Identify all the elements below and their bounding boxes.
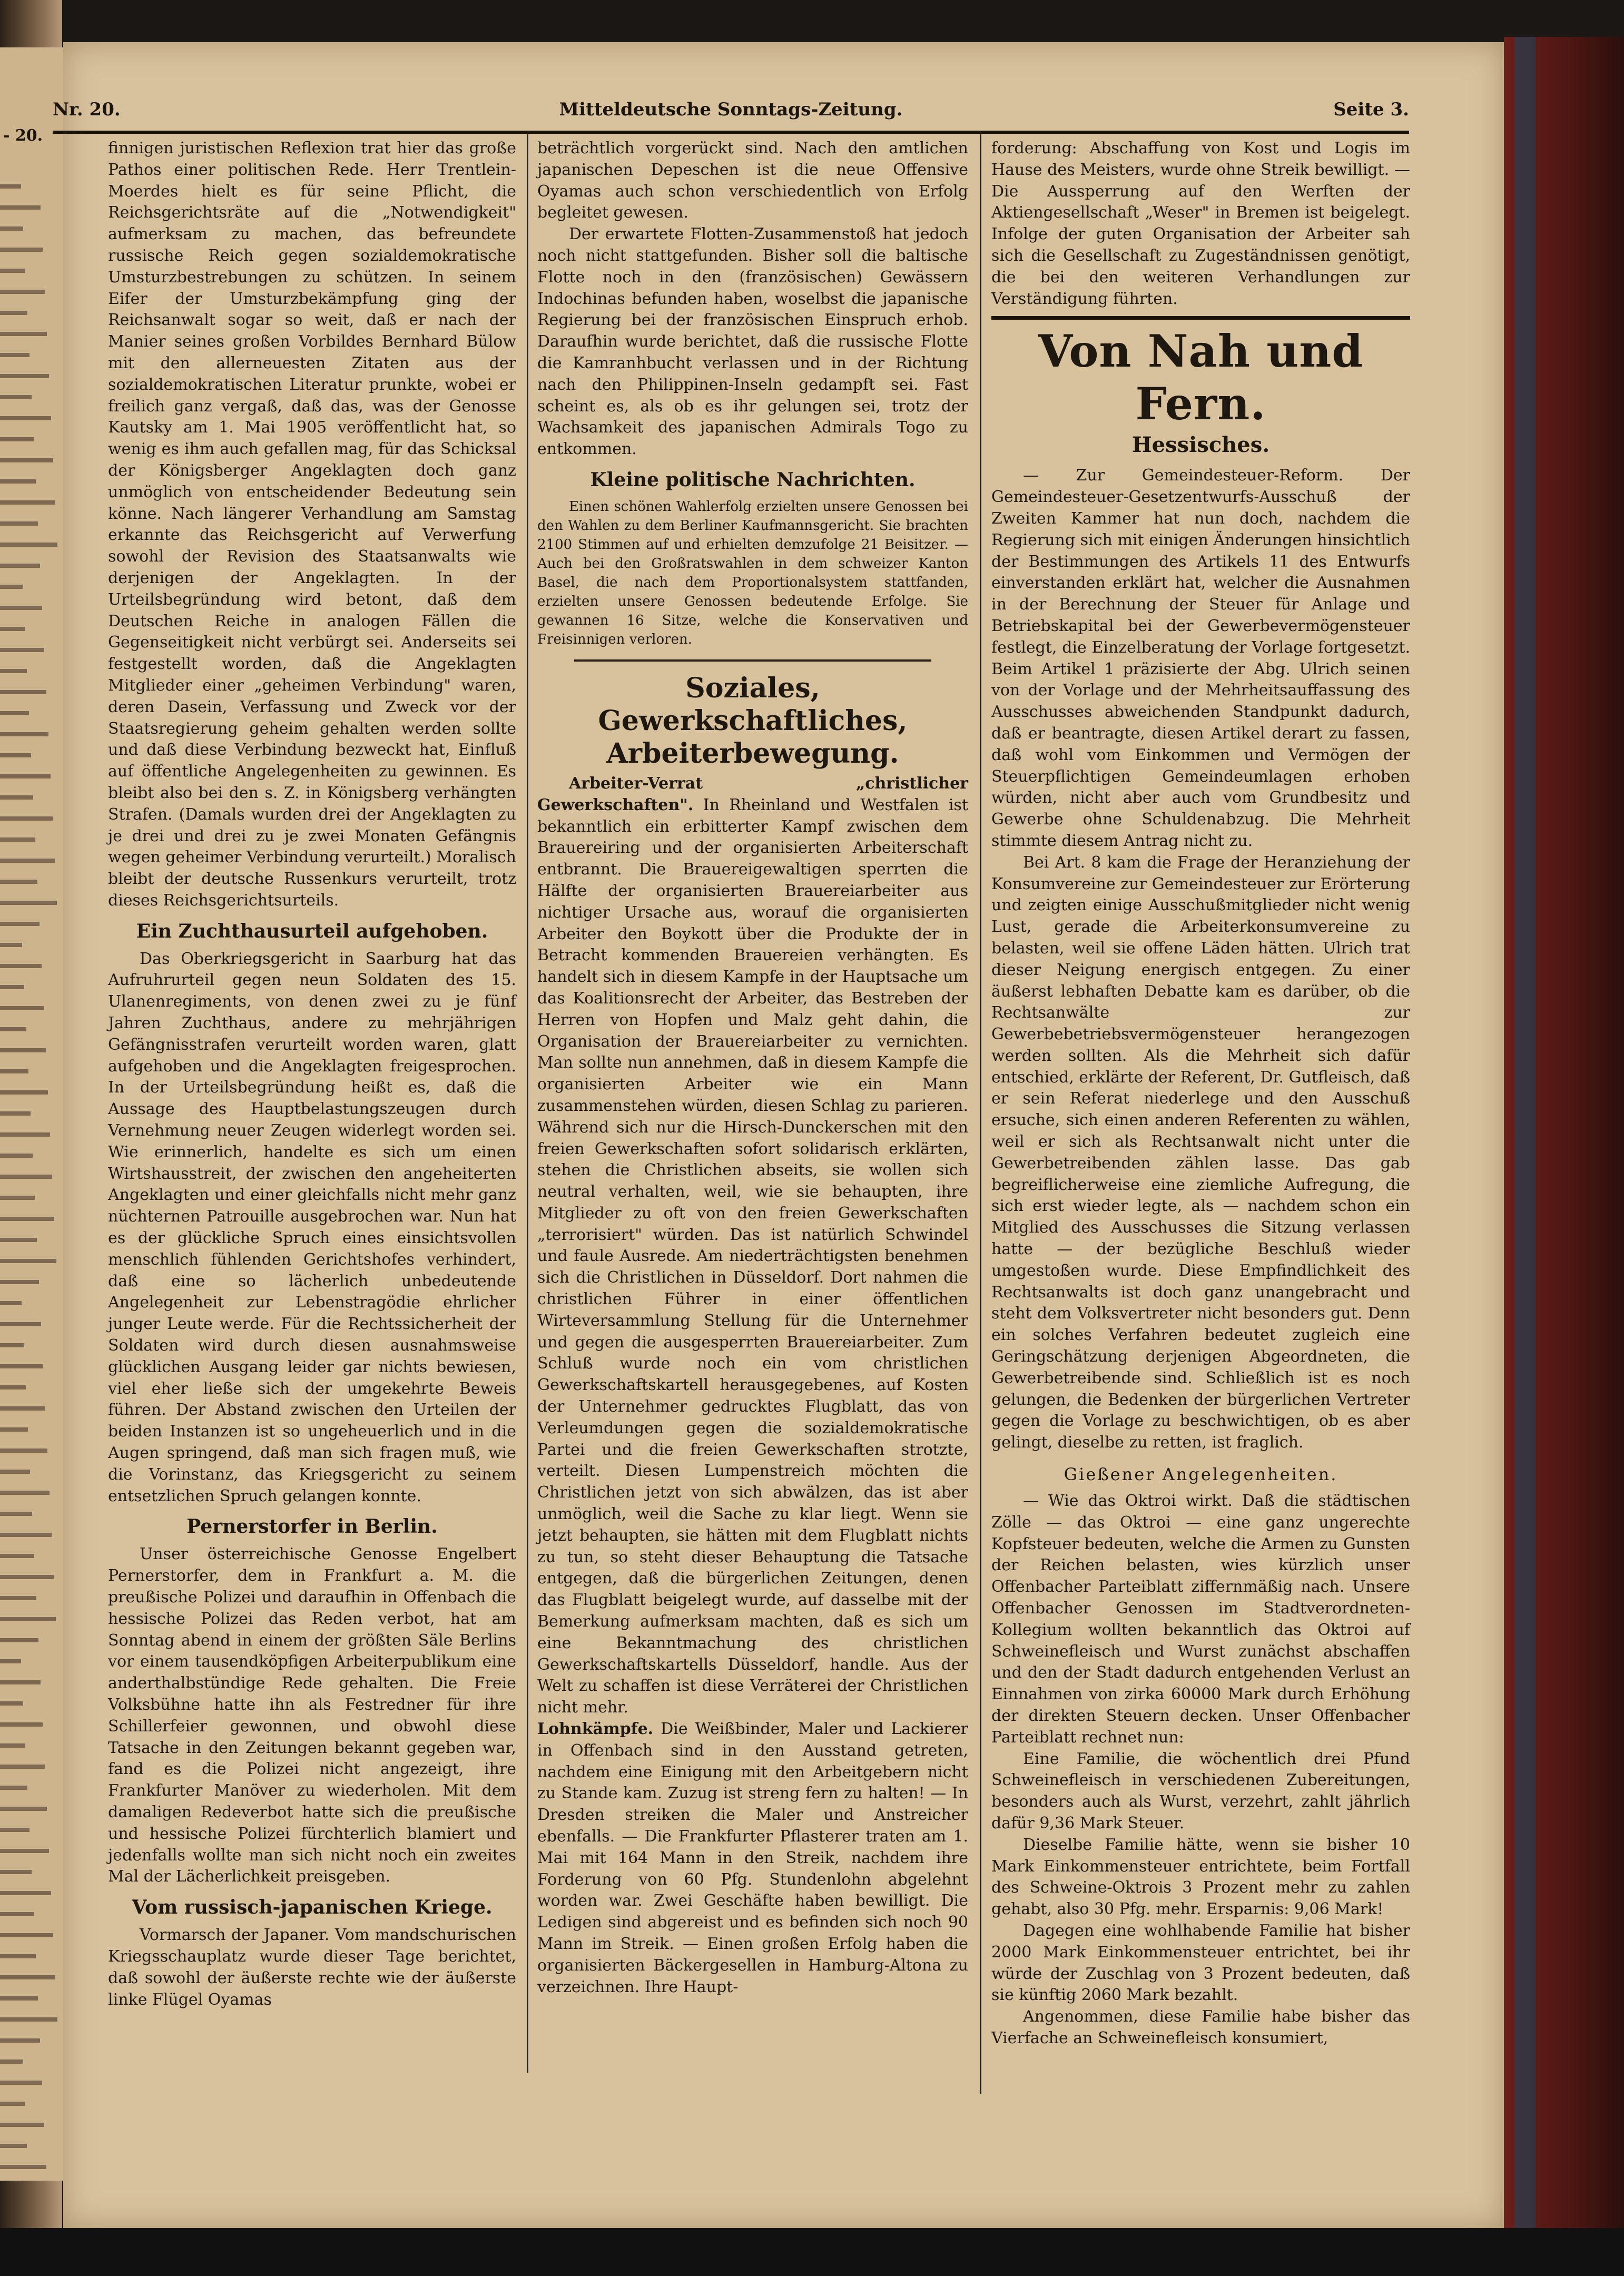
- section-separator: [574, 659, 931, 662]
- previous-page-text-line: [0, 374, 49, 378]
- previous-page-text-line: [0, 1512, 32, 1516]
- section-subheading: Hessisches.: [1131, 432, 1270, 458]
- previous-page-text-line: [0, 1828, 29, 1832]
- article-paragraph: beträchtlich vorgerückt sind. Nach den amtlichen japanischen Depeschen ist die neue Offensive Oyamas auch schon verschiedentlich von Erfolg begleitet gewesen.: [537, 139, 968, 222]
- article-paragraph: Die Weißbinder, Maler und Lackierer in Offenbach sind in den Ausstand getreten, nachdem eine Einigung mit den Arbeitgebern nicht zu Stande kam. Zuzug ist streng fern zu halten! — In Dresden streiken die Maler und Anstreicher ebenfalls. — Die Frankfurter Pflasterer traten am 1. Mai mit 164 Mann in den Streik, nachdem ihre Forderung von 60 Pfg. Stundenlohn abgelehnt worden war. Zwei Geschäfte haben bewilligt. Die Ledigen sind abgereist und es befinden sich noch 90 Mann im Streik. — Einen großen Erfolg haben die organisierten Bäckergesellen in Hamburg-Altona zu verzeichnen. Ihre Haupt-: [537, 1720, 968, 1996]
- article-lead: Arbeiter-Verrat „christlicher Gewerkschaften".: [537, 774, 968, 814]
- article-paragraph: Eine Familie, die wöchentlich drei Pfund Schweinefleisch in verschiedenen Zubereitungen, besonders auch als Wurst, verzehrt, zahlt jährlich dafür 9,36 Mark Steuer.: [991, 1749, 1410, 1832]
- column-rule-1: [527, 134, 528, 2073]
- article-paragraph: Bei Art. 8 kam die Frage der Heranziehung der Konsumvereine zur Gemeindesteuer zur Erörterung und zeigten einige Ausschußmitglieder nicht wenig Lust, gerade die Arbeiterkonsumvereine zu belasten, weil sie offene Läden hätten. Ulrich trat dieser Neigung energisch entgegen. Zu einer äußerst lebhaften Debatte kam es darüber, ob die Rechtsanwälte zur Gewerbebetriebsvermögensteuer herangezogen werden sollten. Als die Mehrheit sich dafür entschied, erklärte der Referent, Dr. Gutfleisch, daß er sein Referat niederlege und den Ausschuß ersuche, sich einen anderen Referenten zu wählen, weil er sich als Rechtsanwalt nicht unter die Gewerbetreibenden zählen lasse. Das gab begreiflicherweise eine ziemliche Aufregung, die sich erst wieder legte, als — nachdem schon ein Mitglied des Ausschusses die Sitzung verlassen hatte — der bezügliche Beschluß wieder umgestoßen wurde. Diese Empfindlichkeit des Rechtsanwalts ist doch ganz unangebracht und steht dem Volksvertreter nicht besonders gut. Denn ein solches Verfahren bedeutet zugleich eine Geringschätzung derjenigen Abgeordneten, die Gewerbetreibende sind. Schließlich ist es noch gelungen, die Bedenken der bürgerlichen Vertreter gegen die Vorlage zu beschwichtigen, ob es aber gelingt, dieselbe zu retten, ist fraglich.: [991, 853, 1410, 1452]
- section-heading: Soziales, Gewerkschaftliches, Arbeiterbewegung.: [598, 672, 908, 770]
- previous-page-text-line: [0, 290, 45, 294]
- article-heading: Vom russisch-japanischen Kriege.: [132, 1896, 493, 1919]
- article-paragraph: — Zur Gemeindesteuer-Reform. Der Gemeindesteuer-Gesetzentwurfs-Ausschuß der Zweiten Kammer hat nun doch, nachdem die Regierung sich mit einigen Änderungen hinsichtlich der Bestimmungen des Artikels 11 des Entwurfs einverstanden erklärt hat, welcher die Ausnahmen in der Berechnung der Steuer für Anlage und Betriebskapital bei der Gewerbevermögensteuer festlegt, die Einzelberatung der Vorlage fortgesetzt. Beim Artikel 1 präzisierte der Abg. Ulrich seinen von der Vorlage und der Mehrheitsauffassung des Ausschusses abweichenden Standpunkt dadurch, daß er beantragte, diesen Artikel derart zu fassen, daß wohl vom Einkommen und Vermögen der Steuerpflichtigen Gemeindeumlagen erhoben würden, nicht aber auch vom Grundbesitz und Gewerbe ohne Schuldenabzug. Die Mehrheit stimmte diesem Antrag nicht zu.: [991, 466, 1410, 850]
- previous-page-text-line: [0, 1954, 36, 1958]
- previous-page-text-line: [0, 2081, 42, 2085]
- header-rule: [53, 131, 1409, 134]
- article-paragraph: Dagegen eine wohlhabende Familie hat bisher 2000 Mark Einkommensteuer entrichtet, bei ihr würde der Zuschlag von 3 Prozent bedeuten, daß sie künftig 2060 Mark bezahlt.: [991, 1921, 1410, 2005]
- previous-page-text-line: [0, 1743, 25, 1748]
- page-number: Seite 3.: [1333, 99, 1409, 120]
- previous-page-edge: [0, 47, 63, 2181]
- previous-page-text-line: [0, 1154, 33, 1158]
- previous-page-text-line: [0, 269, 25, 273]
- previous-page-text-line: [0, 1996, 38, 2001]
- previous-page-text-line: [0, 2144, 27, 2148]
- previous-page-text-line: [0, 2123, 44, 2127]
- previous-page-text-line: [0, 1217, 54, 1221]
- previous-page-text-line: [0, 353, 29, 357]
- previous-page-text-line: [0, 1069, 28, 1073]
- previous-page-text-line: [0, 1491, 50, 1495]
- previous-page-text-line: [0, 1765, 45, 1769]
- previous-page-text-line: [0, 1638, 38, 1642]
- previous-page-text-line: [0, 648, 44, 652]
- column-2: [537, 138, 968, 1998]
- previous-page-text-line: [0, 1575, 54, 1579]
- previous-page-text-line: [0, 2165, 46, 2169]
- previous-page-text-line: [0, 690, 46, 694]
- article-paragraph: Der erwartete Flotten-Zusammenstoß hat jedoch noch nicht stattgefunden. Bisher soll die baltische Flotte noch in den (französischen) Gewässern Indochinas befunden haben, woselbst die japanische Regierung bei der französischen Einspruch erhob. Daraufhin wurde berichtet, daß die russische Flotte die Kamranhbucht verlassen und in der Richtung nach den Philippinen-Inseln gedampft sei. Fast scheint es, als ob es ihr gelungen sei, trotz der Wachsamkeit des japanischen Admirals Togo zu entkommen.: [537, 225, 968, 459]
- previous-page-text-line: [0, 627, 25, 631]
- previous-page-text-line: [0, 479, 36, 484]
- previous-page-text-line: [0, 1680, 41, 1684]
- previous-page-text-line: [0, 332, 47, 336]
- previous-page-text-line: [0, 2060, 23, 2064]
- column-1: [108, 138, 516, 2011]
- previous-page-text-line: [0, 1807, 47, 1811]
- previous-page-text-line: [0, 1385, 26, 1390]
- previous-page-text-line: [0, 2102, 25, 2106]
- previous-page-text-line: [0, 1722, 43, 1727]
- previous-page-text-line: [0, 1175, 52, 1179]
- previous-page-text-line: [0, 248, 43, 252]
- article-paragraph: Das Oberkriegsgericht in Saarburg hat das Aufruhrurteil gegen neun Soldaten des 15. Ulanenregiments, von denen zwei zu je fünf Jahren Zuchthaus, andere zu mehrjährigen Gefängnisstrafen verurteilt worden waren, glatt aufgehoben und die Angeklagten freigesprochen. In der Urteilsbegründung heißt es, daß die Aussage des Hauptbelastungszeugen durch Vernehmung neuer Zeugen widerlegt worden sei. Wie erinnerlich, handelte es sich um einen Wirtshausstreit, der zwischen den angeheiterten Angeklagten und einer gleichfalls nicht mehr ganz nüchternen Patrouille ausgebrochen war. Nun hat es der glückliche Spruch eines einsichtsvollen menschlich fühlenden Gerichtshofes verhindert, daß eine so lächerlich unbedeutende Angelegenheit zur Lebenstragödie ehrlicher junger Leute werde. Für die Rechtssicherheit der Soldaten wird durch diesen ausnahmsweise glücklichen Ausgang leider gar nichts bewiesen, viel eher ließe sich der umgekehrte Beweis führen. Der Abstand zwischen den Urteilen der beiden Instanzen ist so ungeheuerlich und in die Augen springend, daß man sich fragen muß, wie die Vorinstanz, das Kriegsgericht zu seinem entsetzlichen Spruch gelangen konnte.: [108, 949, 516, 1505]
- previous-page-text-line: [0, 437, 34, 441]
- previous-page-text-line: [0, 184, 21, 189]
- previous-page-text-line: [0, 964, 42, 968]
- previous-page-text-line: [0, 1786, 27, 1790]
- previous-page-text-line: [0, 859, 55, 863]
- previous-page-text-line: [0, 922, 40, 926]
- issue-number: Nr. 20.: [53, 99, 121, 120]
- previous-page-text-line: [0, 1849, 49, 1853]
- article-heading: Kleine politische Nachrichten.: [590, 468, 916, 491]
- previous-page-text-line: [0, 1912, 34, 1916]
- previous-page-text-line: [0, 564, 40, 568]
- previous-page-number: - 20.: [3, 126, 43, 145]
- previous-page-text-line: [0, 1238, 37, 1242]
- article-heading: Ein Zuchthausurteil aufgehoben.: [136, 920, 488, 942]
- previous-page-text-line: [0, 205, 41, 210]
- previous-page-text-line: [0, 1322, 41, 1326]
- article-paragraph: — Wie das Oktroi wirkt. Daß die städtischen Zölle — das Oktroi — eine ganz ungerechte Kopfsteuer bedeuten, welche die Armen zu Gunsten der Reichen belasten, wies kürzlich unser Offenbacher Parteiblatt ziffernmäßig nach. Unsere Offenbacher Genossen im Stadtverordneten-Kollegium wollten bekanntlich das Oktroi auf Schweinefleisch und Wurst zunächst abschaffen und den der Stadt dadurch entgehenden Verlust an Einnahmen von zirka 60000 Mark durch Erhöhung der direkten Steuern decken. Unser Offenbacher Parteiblatt rechnet nun:: [991, 1492, 1410, 1747]
- article-heading: Pernerstorfer in Berlin.: [186, 1515, 438, 1538]
- previous-page-text-line: [0, 521, 38, 526]
- previous-page-text-line: [0, 1933, 53, 1937]
- previous-page-text-line: [0, 1301, 22, 1305]
- previous-page-text-line: [0, 1364, 43, 1368]
- page-header: [53, 95, 1409, 126]
- previous-page-text-line: [0, 1470, 30, 1474]
- article-paragraph: forderung: Abschaffung von Kost und Logis im Hause des Meisters, wurde ohne Streik bewilligt. — Die Aussperrung auf den Werften der Aktiengesellschaft „Weser" in Bremen ist beigelegt. Infolge der guten Organisation der Arbeiter sah sich die Gesellschaft zu Zugeständnissen genötigt, die bei den weiteren Verhandlungen zur Verständigung führten.: [991, 139, 1410, 308]
- previous-page-text-line: [0, 1048, 46, 1052]
- previous-page-text-line: [0, 1006, 44, 1010]
- previous-page-text-line: [0, 1975, 55, 1979]
- previous-page-text-line: [0, 1027, 26, 1031]
- article-paragraph: Dieselbe Familie hätte, wenn sie bisher 10 Mark Einkommensteuer entrichtete, beim Fortfall des Schweine-Oktrois 3 Prozent mehr zu zahlen gehabt, also 30 Pfg. mehr. Ersparnis: 9,06 Mark!: [991, 1835, 1410, 1919]
- article-heading: Gießener Angelegenheiten.: [1064, 1464, 1338, 1485]
- previous-page-text-line: [0, 816, 53, 821]
- column-3: [991, 138, 1410, 2050]
- previous-page-text-line: [0, 395, 32, 399]
- previous-page-text-line: [0, 1701, 23, 1706]
- previous-page-text-line: [0, 943, 22, 947]
- previous-page-text-line: [0, 1870, 32, 1874]
- previous-page-text-line: [0, 226, 23, 231]
- scan-background: [0, 2228, 1624, 2276]
- previous-page-text-line: [0, 1533, 52, 1537]
- previous-page-text-line: [0, 732, 48, 736]
- previous-page-text-line: [0, 1659, 21, 1663]
- previous-page-text-line: [0, 458, 53, 462]
- article-paragraph: In Rheinland und Westfalen ist bekanntlich ein erbitterter Kampf zwischen dem Brauereiring und der organisierten Arbeiterschaft entbrannt. Die Brauereigewaltigen sperrten die Hälfte der organisierten Brauereiarbeiter aus nichtiger Ursache aus, worauf die organisierten Arbeiter den Boykott über die Produkte der in Betracht kommenden Brauereien verhängten. Es handelt sich in diesem Kampfe in der Hauptsache um das Koalitionsrecht der Arbeiter, das Bestreben der Herren von Hopfen und Malz geht dahin, die Organisation der Brauereiarbeiter zu vernichten. Man sollte nun annehmen, daß in diesem Kampfe die organisierten Arbeiter wie ein Mann zusammenstehen würden, diesen Schlag zu parieren. Während sich nur die Hirsch-Dunckerschen mit den freien Gewerkschaften sofort solidarisch erklärten, stehen die Christlichen abseits, sie wollen sich neutral verhalten, weil, wie sie behaupten, ihre Mitglieder zu oft von den freien Gewerkschaften „terrorisiert" würden. Das ist natürlich Schwindel und faule Ausrede. Am niederträchtigsten benehmen sich die Christlichen in Düsseldorf. Dort nahmen die christlichen Führer in einer öffentlichen Wirteversammlung Stellung für die Unternehmer und gegen die ausgesperrten Brauereiarbeiter. Zum Schluß wurde noch ein vom christlichen Gewerkschaftskartell herausgegebenes, auf Kosten der Unternehmer gedrucktes Flugblatt, das von Verleumdungen gegen die sozialdemokratische Partei und die freien Gewerkschaften strotzte, verteilt. Diesen Lumpenstreich möchten die Christlichen jetzt von sich abwälzen, das ist aber unmöglich, weil die Sache zu klar liegt. Wenn sie jetzt behaupten, sie hätten mit dem Flugblatt nichts zu tun, so steht dieser Behauptung die Tatsache entgegen, daß die bürgerlichen Zeitungen, denen das Flugblatt beigelegt wurde, auf dasselbe mit der Bemerkung aufmerksam machten, daß es sich um eine Bekanntmachung des christlichen Gewerkschaftskartells Düsseldorf, handle. Aus der Welt zu schaffen ist diese Verräterei der Christlichen nicht mehr.: [537, 795, 969, 1717]
- previous-page-text-line: [0, 774, 51, 779]
- previous-page-text-line: [0, 711, 29, 715]
- column-rule-2: [980, 134, 981, 2094]
- article-paragraph: Einen schönen Wahlerfolg erzielten unsere Genossen bei den Wahlen zu dem Berliner Kaufmannsgericht. Sie brachten 2100 Stimmen auf und erhielten demzufolge 21 Beisitzer. — Auch bei den Großratswahlen in dem schweizer Kanton Basel, die nach dem Proportionalsystem stattfanden, erzielten unsere Genossen bedeutende Erfolge. Sie gewannen 16 Sitze, welche die Konservativen und Freisinnigen verloren.: [537, 498, 968, 647]
- previous-page-text-line: [0, 753, 31, 757]
- previous-page-text-line: [0, 1280, 39, 1284]
- article-paragraph: finnigen juristischen Reflexion trat hier das große Pathos einer politischen Rede. Herr Trentlein-Moerdes hielt es für seine Pflicht, die Reichsgerichtsräte auf die „Notwendigkeit" aufmerksam zu machen, das befreundete russische Reich gegen sozialdemokratische Umsturzbestrebungen zu schützen. In seinem Eifer der Umsturzbekämpfung ging der Reichsanwalt sogar so weit, daß er nach der Manier seines großen Vorbildes Bernhard Bülow mit den allerneuesten Zitaten aus der sozialdemokratischen Literatur prunkte, wobei er freilich ganz vergaß, daß das, was der Genosse Kautsky am 1. Mai 1905 veröffentlicht hat, so wenig es ihm auch gefallen mag, für das Schicksal der Königsberger Angeklagten doch ganz unmöglich von entscheidender Bedeutung sein könne. Nach längerer Verhandlung am Samstag erkannte das Reichsgericht auf Verwerfung sowohl der Revision des Staatsanwalts wie derjenigen der Angeklagten. In der Urteilsbegründung wird betont, daß dem Deutschen Reiche in analogen Fällen die Gegenseitigkeit nicht verbürgt sei. Anderseits sei festgestellt worden, daß die Angeklagten Mitglieder einer „geheimen Verbindung" waren, deren Dasein, Verfassung und Zweck vor der Staatsregierung geheim gehalten werden sollte und daß diese Verbindung bezweckt hat, Einfluß auf öffentliche Angelegenheiten zu gewinnen. Es bleibt also bei den s. Z. in Königsberg verhängten Strafen. (Damals wurden drei der Angeklagten zu je drei und drei zu je zwei Monaten Gefängnis wegen geheimer Verbindung verurteilt.) Moralisch bleibt der deutsche Russenkurs verurteilt, trotz dieses Reichsgerichtsurteils.: [108, 139, 516, 910]
- previous-page-text-line: [0, 985, 24, 989]
- previous-page-text-line: [0, 543, 57, 547]
- previous-page-text-line: [0, 1617, 56, 1621]
- previous-page-text-line: [0, 669, 27, 673]
- previous-page-text-line: [0, 880, 37, 884]
- previous-page-text-line: [0, 1090, 48, 1095]
- book-spine-right: [1504, 37, 1624, 2276]
- previous-page-text-line: [0, 901, 57, 905]
- previous-page-text-line: [0, 1449, 47, 1453]
- previous-page-text-line: [0, 606, 42, 610]
- section-rule: [991, 316, 1410, 320]
- previous-page-text-line: [0, 1891, 51, 1895]
- previous-page-text-line: [0, 500, 55, 505]
- previous-page-text-line: [0, 795, 33, 800]
- article-paragraph: Unser österreichische Genosse Engelbert Pernerstorfer, dem in Frankfurt a. M. die preußische Polizei und daraufhin in Offenbach die hessische Polizei das Reden verbot, hat am Sonntag abend in einem der größten Säle Berlins vor einem tausendköpfigen Arbeiterpublikum eine anderthalbstündige Rede gehalten. Die Freie Volksbühne hatte ihn als Festredner für ihre Schillerfeier gewonnen, und obwohl diese Tatsache in den Zeitungen bekannt gegeben war, fand es die Polizei nicht angezeigt, ihre Frankfurter Manöver zu wiederholen. Mit dem damaligen Redeverbot hatte sich die preußische und hessische Polizei fürchterlich blamiert und jedenfalls wollte man sich nicht noch ein zweites Mal der Lächerlichkeit preisgeben.: [108, 1545, 516, 1886]
- masthead-title: Mitteldeutsche Sonntags-Zeitung.: [559, 99, 903, 120]
- previous-page-text-line: [0, 1406, 45, 1411]
- article-paragraph: Vormarsch der Japaner. Vom mandschurischen Kriegsschauplatz wurde dieser Tage berichtet, daß sowohl der äußerste rechte wie der äußerste linke Flügel Oyamas: [108, 1926, 516, 2009]
- previous-page-text-line: [0, 416, 51, 420]
- previous-page-text-line: [0, 2038, 40, 2043]
- previous-page-text-line: [0, 1196, 35, 1200]
- previous-page-text-line: [0, 2017, 57, 2022]
- previous-page-text-line: [0, 1596, 36, 1600]
- previous-page-text-line: [0, 1111, 31, 1116]
- previous-page-text-line: [0, 1427, 28, 1432]
- previous-page-text-line: [0, 1343, 24, 1347]
- previous-page-text-line: [0, 1132, 50, 1137]
- section-heading: Von Nah und Fern.: [1038, 325, 1364, 430]
- previous-page-text-line: [0, 311, 27, 315]
- previous-page-text-line: [0, 585, 23, 589]
- previous-page-text-line: [0, 838, 35, 842]
- previous-page-text-line: [0, 1554, 34, 1558]
- article-lead: Lohnkämpfe.: [537, 1720, 654, 1739]
- article-paragraph: Angenommen, diese Familie habe bisher das Vierfache an Schweinefleisch konsumiert,: [991, 2007, 1410, 2047]
- previous-page-text-line: [0, 1259, 56, 1263]
